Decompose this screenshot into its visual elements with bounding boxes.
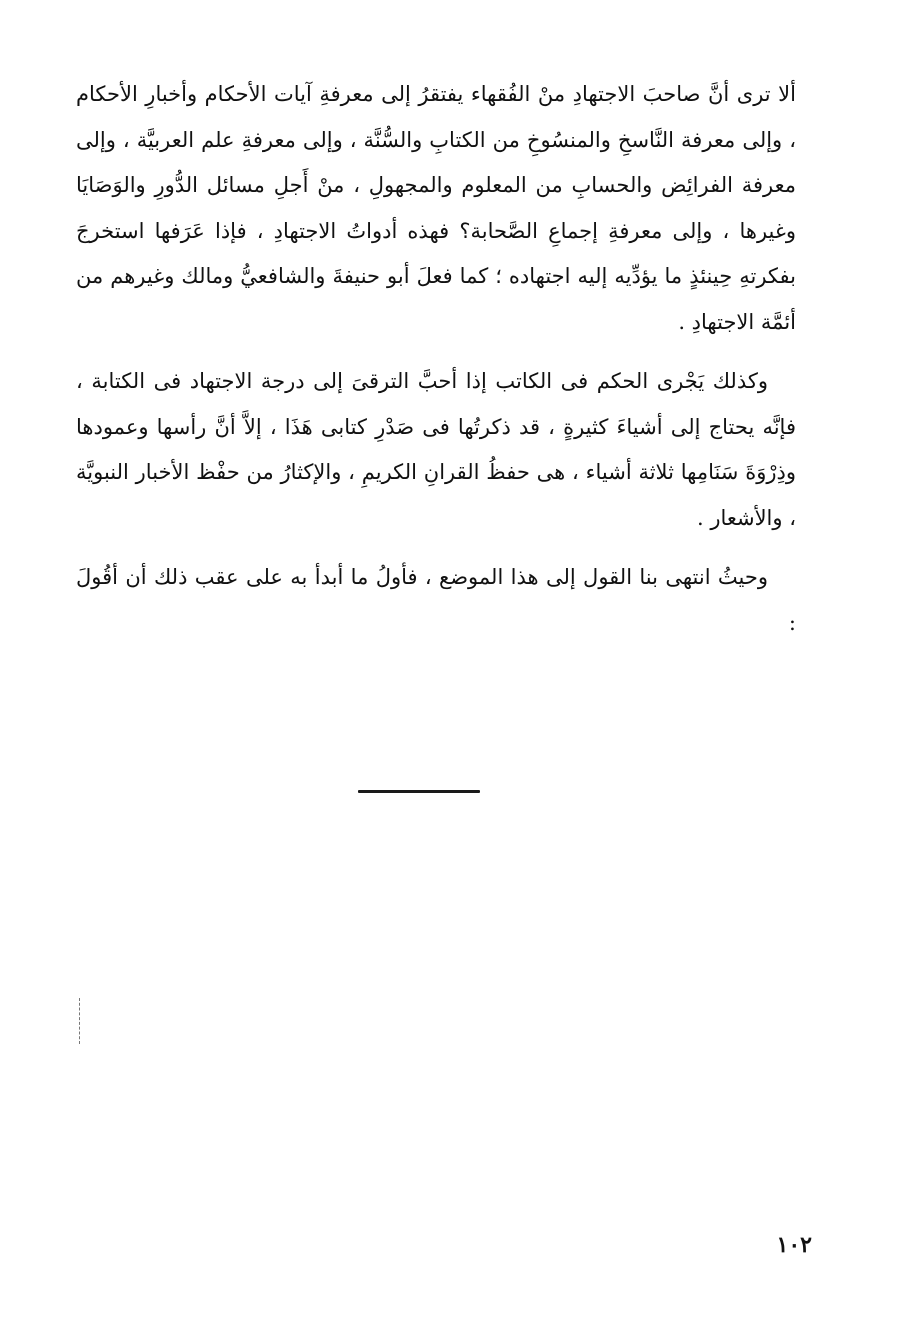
body-text [76, 72, 796, 660]
margin-mark [79, 998, 81, 1044]
paragraph-ijtihad-requirements: ألا ترى أنَّ صاحبَ الاجتهادِ منْ الفُقهاء يفتقرُ إلى معرفةِ آيات الأحكام وأخبارِ الأحكام ، وإلى معرفة النَّاسخِ والمنسُوخِ من الكتابِ والسُّنَّة ، وإلى معرفةِ علم العربيَّة ، وإلى معرفة الفرائِض والحسابِ من المعلوم والمجهولِ ، منْ أَجلِ مسائل الدُّورِ والوَصَايَا وغيرها ، وإلى معرفةِ إجماعِ الصَّحابة؟ فهذه أدواتُ الاجتهادِ ، فإذا عَرَفها استخرجَ بفكرتهِ حِينئذٍ ما يؤدِّيه إليه اجتهاده ؛ كما فعلَ أبو حنيفةَ والشافعيُّ ومالك وغيرهم من أئمَّة الاجتهادِ . [76, 82, 796, 334]
section-separator-line [358, 790, 480, 793]
paragraph-writer-ijtihad: وكذلك يَجْرى الحكم فى الكاتب إذا أحبَّ الترقىَ إلى درجة الاجتهاد فى الكتابة ، فإنَّه يحتاج إلى أشياءَ كثيرةٍ ، قد ذكرتُها فى صَدْرِ كتابى هَذَا ، إلاَّ أنَّ رأسها وعمودها وذِرْوَةَ سَنَامِها ثلاثة أشياء ، هى حفظُ القرانِ الكريمِ ، والإكثارُ من حفْظ الأخبار النبويَّة ، والأشعار . [76, 369, 796, 530]
paragraph-transition: وحيثُ انتهى بنا القول إلى هذا الموضع ، فأولُ ما أبدأ به على عقب ذلك أن أقُولَ : [76, 565, 796, 635]
page-number: ١٠٢ [776, 1232, 812, 1258]
